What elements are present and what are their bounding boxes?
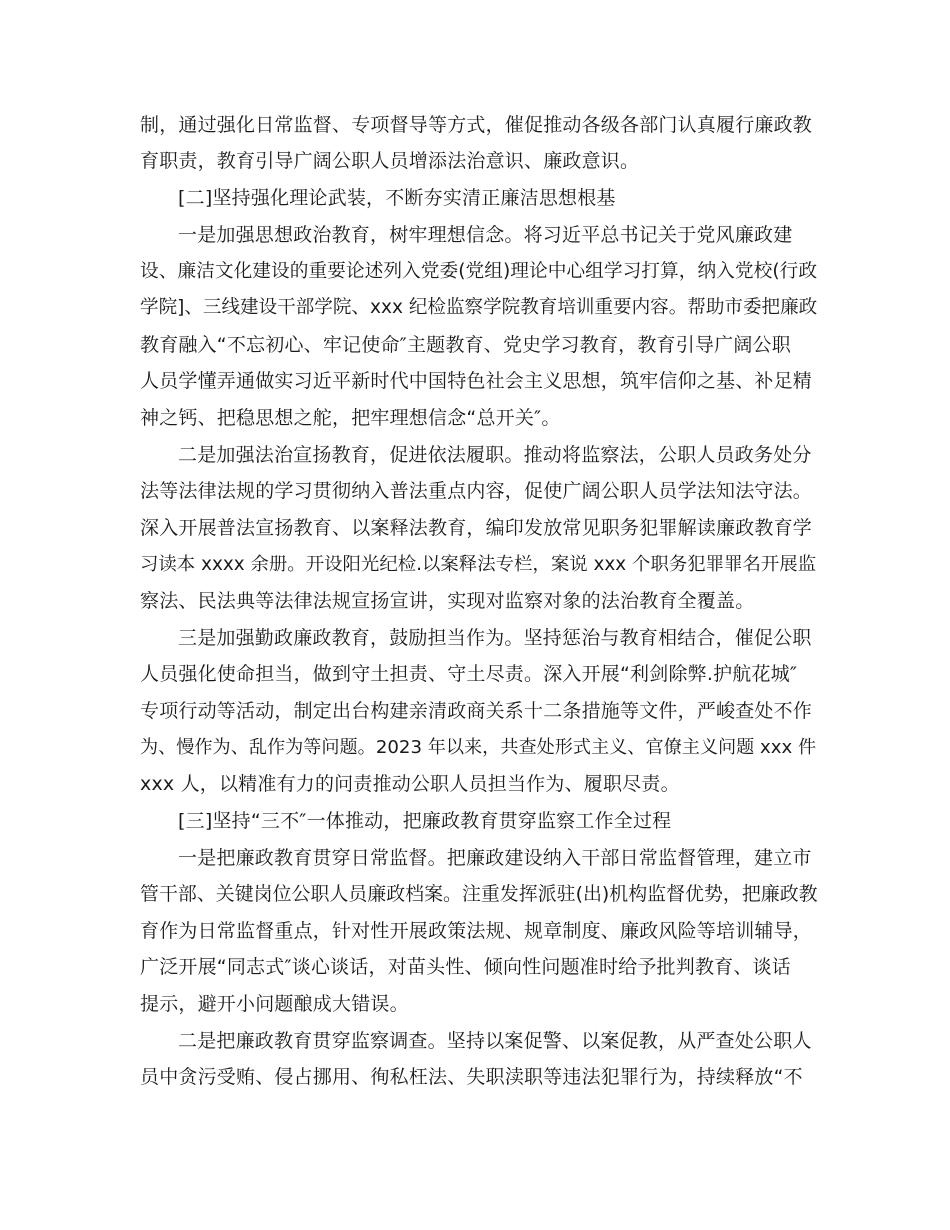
paragraph-start: 一是加强思想政治教育，树牢理想信念。将习近平总书记关于党风廉政建 [178,224,793,246]
text-line: 广泛开展“同志式″谈心谈话，对苗头性、倾向性问题准时给予批判教育、谈话 [140,956,791,978]
text-line: 人员学懂弄通做实习近平新时代中国特色社会主义思想，筑牢信仰之基、补足精 [140,370,813,392]
paragraph-start: 二是把廉政教育贯穿监察调查。坚持以案促警、以案促教，从严查处公职人 [178,1030,812,1052]
text-line: 员中贪污受贿、侵占挪用、徇私枉法、失职渎职等违法犯罪行为，持续释放“不 [140,1066,803,1088]
paragraph-start: 三是加强勤政廉政教育，鼓励担当作为。坚持惩治与教育相结合，催促公职 [178,627,812,649]
text-line: 管干部、关键岗位公职人员廉政档案。注重发挥派驻(出)机构监督优势，把廉政教 [140,883,818,905]
text-line: 学院]、三线建设干部学院、xxx 纪检监察学院教育培训重要内容。帮助市委把廉政 [140,297,818,318]
text-line: 专项行动等活动，制定出台构建亲清政商关系十二条措施等文件，严峻查处不作 [140,700,813,722]
text-line: 法等法律法规的学习贯彻纳入普法重点内容，促使广阔公职人员学法知法守法。 [140,480,813,502]
text-line: 提示，避开小问题酿成大错误。 [140,993,409,1015]
text-line: 察法、民法典等法律法规宣扬宣讲，实现对监察对象的法治教育全覆盖。 [140,590,755,612]
text-line: 育职责，教育引导广阔公职人员增添法治意识、廉政意识。 [140,150,640,172]
text-line: 人员强化使命担当，做到守土担责、守土尽责。深入开展“利剑除弊.护航花城″ [140,663,798,685]
text-line: 制，通过强化日常监督、专项督导等方式，催促推动各级各部门认真履行廉政教 [140,114,813,136]
paragraph-start: 一是把廉政教育贯穿日常监督。把廉政建设纳入干部日常监督管理，建立市 [178,847,812,869]
text-line: 育作为日常监督重点，针对性开展政策法规、规章制度、廉政风险等培训辅导， [140,920,813,942]
text-line: 深入开展普法宣扬教育、以案释法教育，编印发放常见职务犯罪解读廉政教育学 [140,517,813,539]
text-line: 神之钙、把稳思想之舵，把牢理想信念“总开关″。 [140,407,561,429]
section-heading: [三]坚持“三不″一体推动，把廉政教育贯穿监察工作全过程 [178,810,672,832]
text-line: 教育融入“不忘初心、牢记使命″主题教育、党史学习教育，教育引导广阔公职 [140,334,791,356]
text-line: 设、廉洁文化建设的重要论述列入党委(党组)理论中心组学习打算，纳入党校(行政 [140,261,818,282]
text-line: 习读本 xxxx 余册。开设阳光纪检.以案释法专栏，案说 xxx 个职务犯罪罪名开展监 [140,554,817,575]
text-line: xxx 人，以精准有力的问责推动公职人员担当作为、履职尽责。 [140,773,680,795]
text-line: 为、慢作为、乱作为等问题。2023 年以来，共查处形式主义、官僚主义问题 xxx 件 [140,737,817,758]
paragraph-start: 二是加强法治宣扬教育，促进依法履职。推动将监察法，公职人员政务处分 [178,444,812,466]
section-heading: [二]坚持强化理论武装，不断夯实清正廉洁思想根基 [178,187,616,209]
